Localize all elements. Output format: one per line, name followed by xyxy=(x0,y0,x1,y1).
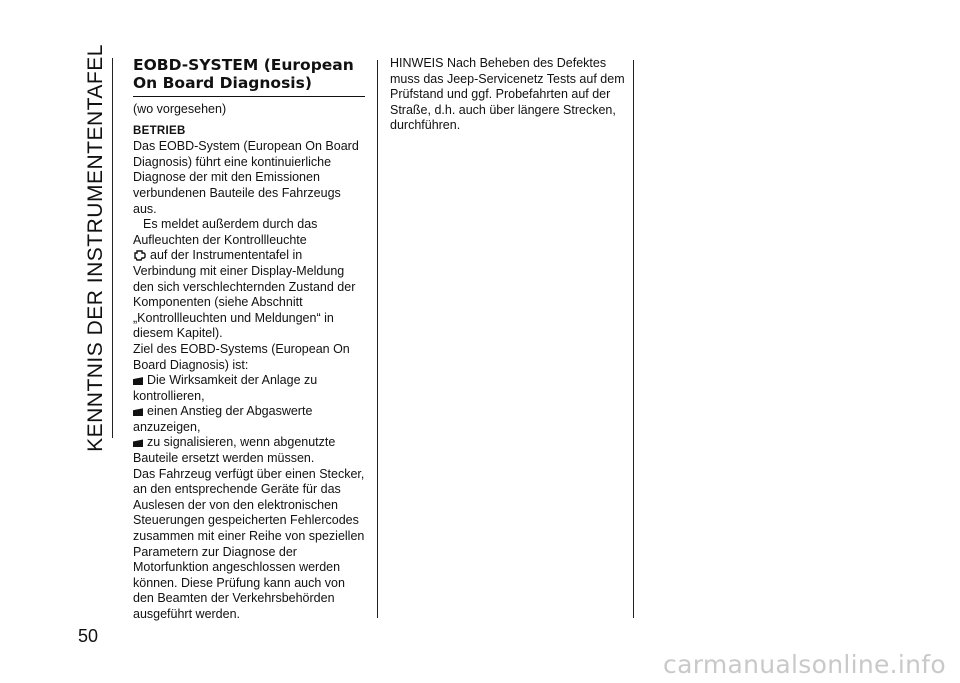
bullet-list xyxy=(133,373,365,467)
paragraph-2-lead: Es meldet außerdem durch das Aufleuchten der Kontrollleuchte xyxy=(133,217,318,247)
page-number: 50 xyxy=(78,626,99,646)
paragraph-2-rest: auf der Instrumententafel in Verbindung mit einer Display-Meldung den sich verschlechternden Zustand der Komponenten (siehe Abschnitt „Kontrollleuchten und Meldungen“ in diesem Kapitel). xyxy=(133,248,356,341)
bullet-marker-icon xyxy=(133,439,143,447)
section-heading: EOBD-SYSTEM (European On Board Diagnosis) xyxy=(133,56,365,97)
section-subtitle: (wo vorgesehen) xyxy=(133,102,227,116)
list-item xyxy=(133,373,365,404)
bullet-marker-icon xyxy=(133,408,143,416)
list-item xyxy=(133,404,365,435)
column-divider-2 xyxy=(633,60,634,618)
paragraph-3: Ziel des EOBD-Systems (European On Board Diagnosis) ist: xyxy=(133,341,350,372)
list-item xyxy=(133,435,365,466)
list-item-text: einen Anstieg der Abgaswerte anzuzeigen, xyxy=(133,404,313,434)
paragraph-4: Das Fahrzeug verfügt über einen Stecker, an den entsprechende Geräte für das Auslesen der von den elektronischen Steuerungen gespeicherten Fehlercodes zusammen mit einer Reihe von speziellen Parametern zur Diagnose der Motorfunktion angeschlossen werden können. Diese Prüfung kann auch von den Beamten der Verkehrsbehörden ausgeführt werden. xyxy=(133,466,365,621)
paragraph-2 xyxy=(133,217,365,342)
side-divider xyxy=(112,58,113,438)
list-item-text: zu signalisieren, wenn abgenutzte Bauteile ersetzt werden müssen. xyxy=(133,435,336,466)
list-item-text: Die Wirksamkeit der Anlage zu kontrollieren, xyxy=(133,373,318,403)
chapter-side-title xyxy=(82,44,110,452)
column-divider-1 xyxy=(377,60,378,618)
chapter-side-title-text: KENNTNIS DER INSTRUMENTENTAFEL xyxy=(84,44,107,452)
bullet-marker-icon xyxy=(133,377,143,385)
watermark: carmanualsonline.info xyxy=(663,650,946,679)
note-paragraph: HINWEIS Nach Beheben des Defektes muss das Jeep-Servicenetz Tests auf dem Prüfstand und ggf. Probefahrten auf der Straße, d.h. auch über längere Strecken, durchführen. xyxy=(390,56,625,133)
engine-warning-icon xyxy=(133,249,147,261)
text-column-right xyxy=(390,56,630,134)
paragraph-1: Das EOBD-System (European On Board Diagnosis) führt eine kontinuierliche Diagnose der mit den Emissionen verbundenen Bauteile des Fahrzeugs aus. xyxy=(133,139,359,216)
subheading-betrieb: BETRIEB xyxy=(133,124,186,137)
text-column-left xyxy=(133,56,365,623)
